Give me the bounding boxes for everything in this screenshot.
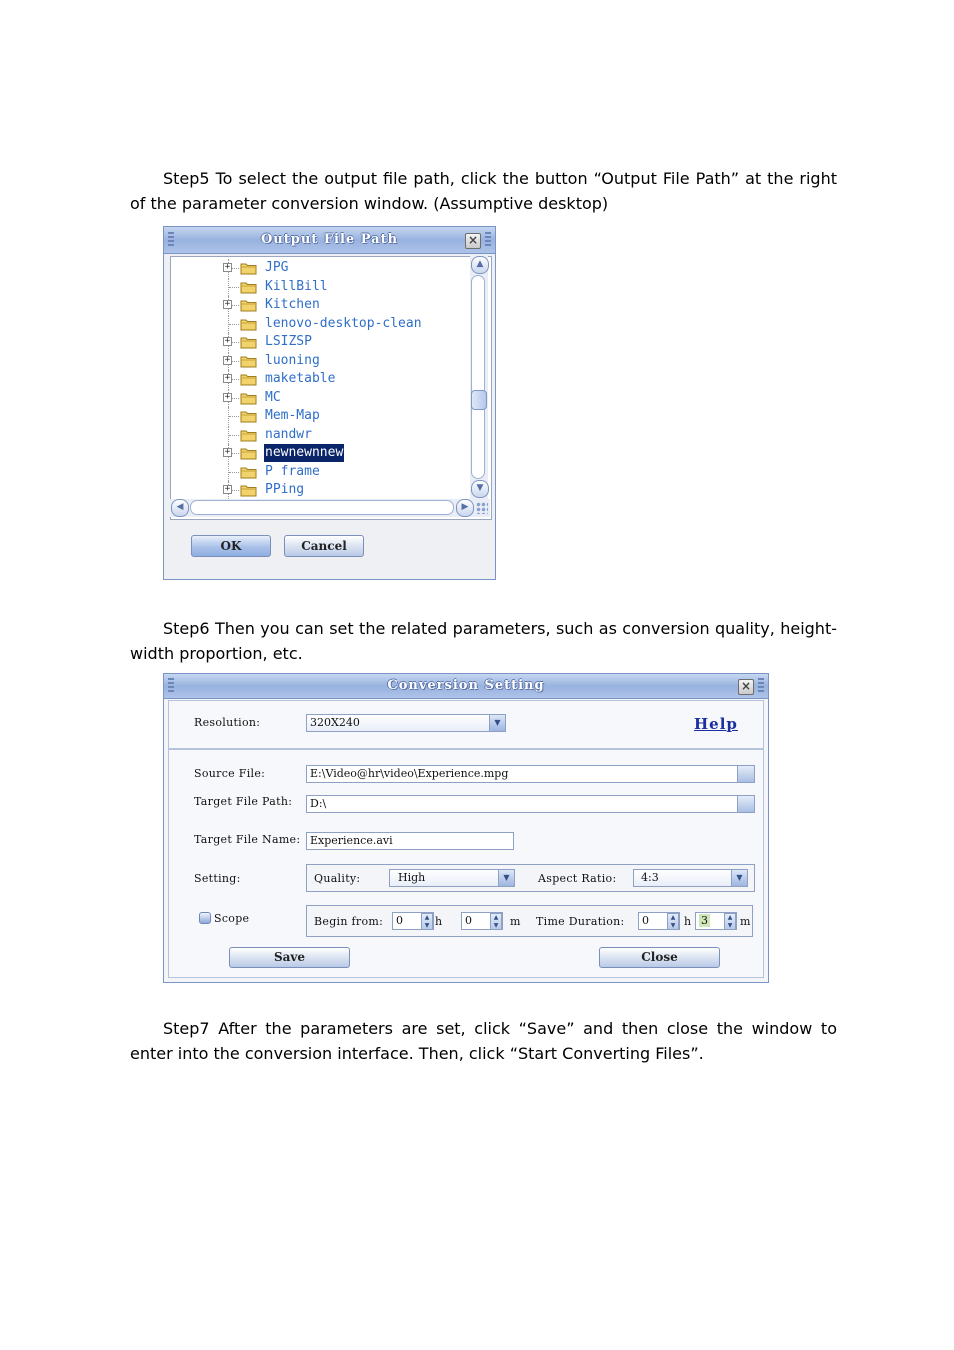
folder-label[interactable]: JPG bbox=[265, 260, 289, 275]
conversion-setting-dialog bbox=[163, 673, 769, 983]
target-path-label: Target File Path: bbox=[194, 795, 293, 808]
folder-label[interactable]: LSIZSP bbox=[265, 334, 312, 349]
aspect-ratio-select[interactable] bbox=[633, 869, 748, 887]
dialog-titlebar[interactable] bbox=[164, 674, 768, 699]
folder-label[interactable]: luoning bbox=[265, 352, 320, 368]
resolution-select[interactable] bbox=[306, 714, 506, 732]
step6-text: Step6 Then you can set the related parameters, such as conversion quality, height-width proportion, etc. bbox=[130, 619, 837, 663]
folder-icon bbox=[240, 355, 258, 367]
duration-hour-value: 0 bbox=[642, 914, 649, 927]
folder-icon bbox=[240, 262, 258, 274]
browse-source-button[interactable] bbox=[737, 765, 755, 783]
tree-row[interactable] bbox=[171, 370, 471, 388]
cancel-button[interactable]: Cancel bbox=[284, 535, 364, 557]
scroll-thumb[interactable] bbox=[471, 390, 487, 410]
tree-row[interactable] bbox=[171, 463, 471, 481]
scroll-track[interactable] bbox=[471, 275, 485, 479]
spinner-icon[interactable]: ▲ ▼ bbox=[421, 913, 433, 930]
browse-target-button[interactable] bbox=[737, 795, 755, 813]
ok-button[interactable]: OK bbox=[191, 535, 271, 557]
spinner-icon[interactable]: ▲ ▼ bbox=[490, 913, 502, 930]
folder-label[interactable]: P frame bbox=[265, 463, 320, 479]
folder-label[interactable]: MC bbox=[265, 389, 281, 405]
begin-minute-input[interactable] bbox=[461, 912, 503, 930]
tree-guide-line bbox=[229, 435, 239, 436]
folder-icon bbox=[240, 429, 258, 441]
expand-plus-icon[interactable]: + bbox=[224, 336, 231, 346]
folder-icon bbox=[240, 336, 258, 348]
aspect-ratio-value: 4:3 bbox=[641, 871, 659, 884]
step5-text: Step5 To select the output file path, click the button “Output File Path” at the right of the parameter conversion window. (Assumptive desktop) bbox=[130, 169, 837, 213]
tree-row[interactable] bbox=[171, 407, 471, 425]
quality-select[interactable] bbox=[389, 869, 515, 887]
scroll-left-icon[interactable]: ◀ bbox=[171, 499, 189, 517]
chevron-down-icon[interactable]: ▼ bbox=[498, 870, 514, 886]
step7-paragraph bbox=[130, 1016, 837, 1066]
save-button[interactable]: Save bbox=[229, 947, 350, 968]
setting-group bbox=[306, 864, 755, 892]
horizontal-scrollbar[interactable] bbox=[170, 499, 490, 517]
hour-unit: h bbox=[435, 915, 443, 928]
folder-icon bbox=[240, 466, 258, 478]
tree-row[interactable] bbox=[171, 389, 471, 407]
dialog-titlebar[interactable] bbox=[164, 227, 495, 254]
tree-guide-line bbox=[229, 472, 239, 473]
tree-guide-line bbox=[229, 416, 239, 417]
close-button[interactable]: Close bbox=[599, 947, 720, 968]
quality-value: High bbox=[398, 871, 426, 884]
output-file-path-dialog bbox=[163, 226, 496, 580]
close-icon[interactable]: × bbox=[465, 233, 481, 249]
expand-plus-icon[interactable]: + bbox=[224, 299, 231, 309]
source-file-label: Source File: bbox=[194, 767, 266, 780]
expand-plus-icon[interactable]: + bbox=[224, 354, 231, 365]
begin-hour-input[interactable] bbox=[392, 912, 434, 930]
scroll-right-icon[interactable]: ▶ bbox=[456, 499, 474, 517]
folder-icon bbox=[240, 410, 258, 422]
dialog-title: Conversion Setting bbox=[387, 678, 545, 693]
folder-label[interactable]: lenovo-desktop-clean bbox=[265, 315, 422, 331]
expand-plus-icon[interactable]: + bbox=[224, 447, 231, 457]
folder-label[interactable]: KillBill bbox=[265, 278, 328, 294]
expand-plus-icon[interactable]: + bbox=[224, 391, 231, 402]
expand-plus-icon[interactable]: + bbox=[224, 373, 231, 383]
aspect-ratio-label: Aspect Ratio: bbox=[538, 872, 617, 885]
folder-label[interactable]: Kitchen bbox=[265, 297, 320, 312]
scroll-up-icon[interactable]: ▲ bbox=[471, 256, 489, 274]
tree-row[interactable] bbox=[171, 352, 471, 370]
folder-label[interactable]: Mem-Map bbox=[265, 408, 320, 423]
folder-label[interactable]: maketable bbox=[265, 371, 336, 386]
folder-label[interactable]: newnewnnew bbox=[265, 445, 344, 460]
vertical-scrollbar[interactable] bbox=[470, 256, 488, 500]
duration-minute-input[interactable] bbox=[695, 912, 737, 930]
folder-icon bbox=[240, 318, 258, 330]
folder-icon bbox=[240, 392, 258, 404]
resolution-label: Resolution: bbox=[194, 716, 261, 729]
folder-icon bbox=[240, 484, 258, 496]
chevron-down-icon[interactable]: ▼ bbox=[489, 715, 505, 731]
scope-label: Scope bbox=[214, 912, 250, 925]
folder-icon bbox=[240, 281, 258, 293]
tree-row[interactable] bbox=[171, 481, 471, 499]
duration-minute-value: 3 bbox=[701, 914, 708, 927]
step6-paragraph bbox=[130, 616, 837, 666]
quality-label: Quality: bbox=[314, 872, 361, 885]
target-path-field[interactable]: D:\ bbox=[306, 795, 738, 813]
hour-unit: h bbox=[684, 915, 692, 928]
minute-unit: m bbox=[510, 915, 521, 928]
dialog-title: Output File Path bbox=[260, 232, 399, 247]
scroll-track[interactable] bbox=[190, 500, 454, 515]
resolution-value: 320X240 bbox=[310, 716, 360, 729]
spinner-icon[interactable]: ▲ ▼ bbox=[724, 913, 736, 930]
step5-paragraph bbox=[130, 166, 837, 216]
tree-row[interactable] bbox=[171, 278, 471, 296]
folder-tree[interactable] bbox=[170, 256, 492, 520]
close-icon[interactable]: × bbox=[738, 679, 754, 695]
scope-checkbox[interactable] bbox=[199, 912, 211, 924]
help-link[interactable]: Help bbox=[694, 715, 738, 733]
tree-row[interactable] bbox=[171, 259, 471, 277]
scope-group bbox=[306, 905, 753, 937]
tree-guide-line bbox=[229, 324, 239, 325]
folder-label[interactable]: nandwr bbox=[265, 426, 312, 442]
step7-text: Step7 After the parameters are set, click “Save” and then close the window to enter into the conversion interface. Then, click “Start Converting Files”. bbox=[130, 1019, 837, 1063]
folder-icon bbox=[240, 373, 258, 385]
resize-grip-icon[interactable] bbox=[476, 502, 488, 514]
scroll-down-icon[interactable]: ▼ bbox=[471, 480, 489, 498]
begin-hour-value: 0 bbox=[396, 914, 403, 927]
duration-hour-input[interactable] bbox=[638, 912, 680, 930]
target-name-field[interactable]: Experience.avi bbox=[306, 832, 514, 850]
minute-unit: m bbox=[740, 915, 751, 928]
spinner-icon[interactable]: ▲ ▼ bbox=[667, 913, 679, 930]
target-name-label: Target File Name: bbox=[194, 833, 301, 846]
folder-label[interactable]: PPing bbox=[265, 482, 305, 497]
folder-icon bbox=[240, 447, 258, 459]
tree-guide-line bbox=[229, 287, 239, 288]
begin-from-label: Begin from: bbox=[314, 915, 384, 928]
expand-plus-icon[interactable]: + bbox=[224, 484, 231, 494]
expand-plus-icon[interactable]: + bbox=[224, 262, 231, 272]
setting-label: Setting: bbox=[194, 872, 241, 885]
tree-row[interactable] bbox=[171, 426, 471, 444]
divider bbox=[169, 748, 763, 750]
chevron-down-icon[interactable]: ▼ bbox=[731, 870, 747, 886]
grip-icon bbox=[758, 678, 764, 694]
time-duration-label: Time Duration: bbox=[536, 915, 625, 928]
folder-icon bbox=[240, 299, 258, 311]
tree-row[interactable] bbox=[171, 296, 471, 314]
source-file-field[interactable]: E:\Video@hr\video\Experience.mpg bbox=[306, 765, 738, 783]
begin-minute-value: 0 bbox=[465, 914, 472, 927]
tree-row[interactable] bbox=[171, 333, 471, 351]
tree-row[interactable] bbox=[171, 315, 471, 333]
tree-row[interactable] bbox=[171, 444, 471, 462]
grip-icon bbox=[485, 232, 491, 248]
